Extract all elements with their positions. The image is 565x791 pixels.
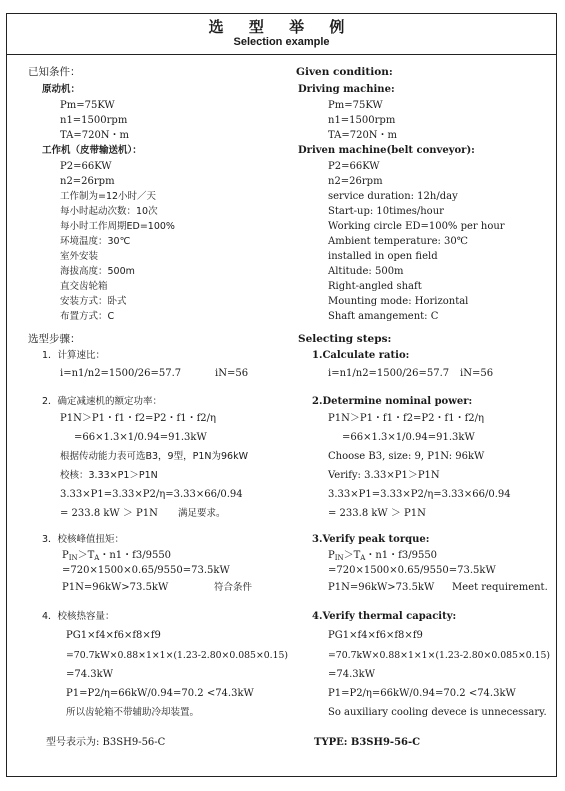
formula-p-sub: IN: [68, 554, 78, 562]
right-step4-line: PG1×f4×f6×f8×f9: [328, 630, 423, 641]
left-step4-line: =74.3kW: [66, 669, 113, 680]
formula-t-sub: A: [360, 554, 366, 562]
right-step3-formula: [328, 550, 437, 562]
right-step2-line: = 233.8 kW ＞ P1N: [328, 508, 426, 519]
left-step3-line: P1N=96kW>73.5kW: [62, 582, 169, 593]
right-driven-line: Shaft amangement: C: [328, 311, 439, 322]
formula-rest: ・n1・f3/9550: [365, 550, 438, 561]
left-step4-line: 所以齿轮箱不带辅助冷却装置。: [66, 707, 200, 718]
right-step1-in: iN=56: [460, 368, 494, 379]
left-driving-line: Pm=75KW: [60, 100, 115, 111]
left-driving-line: n1=1500rpm: [60, 115, 128, 126]
left-step2-title: 2．确定减速机的额定功率：: [42, 396, 163, 407]
right-step1-line: i=n1/n2=1500/26=57.7: [328, 368, 450, 379]
right-driven-line: Working circle ED=100% per hour: [328, 221, 505, 232]
formula-t-sub: A: [94, 554, 100, 562]
right-step2-line: =66×1.3×1/0.94=91.3kW: [342, 432, 475, 443]
left-driven-line: 室外安装: [60, 251, 99, 262]
title-english: Selection example: [233, 36, 330, 48]
left-driven-line: 每小时工作周期ED=100%: [60, 221, 175, 232]
left-driven-line: 每小时起动次数：10次: [60, 206, 158, 217]
right-step3-title: 3.Verify peak torque:: [312, 534, 430, 545]
right-step3-ok: Meet requirement.: [452, 582, 548, 593]
right-driven-line: Mounting mode: Horizontal: [328, 296, 469, 307]
right-driving-line: n1=1500rpm: [328, 115, 396, 126]
right-step4-line: P1=P2/η=66kW/0.94=70.2 <74.3kW: [328, 688, 516, 699]
left-step3-title: 3．校核峰值扭矩：: [42, 534, 125, 545]
right-step4-line: =74.3kW: [328, 669, 375, 680]
right-driven-line: P2=66KW: [328, 161, 380, 172]
right-driven-line: service duration: 12h/day: [328, 191, 458, 202]
left-step3-formula: [62, 550, 171, 562]
left-step3-ok: 符合条件: [214, 582, 253, 593]
right-given-title: Given condition:: [296, 66, 393, 78]
right-step2-line: Verify: 3.33×P1＞P1N: [328, 470, 440, 481]
right-driven-line: installed in open field: [328, 251, 438, 262]
right-step4-line: =70.7kW×0.88×1×1×(1.23-2.80×0.085×0.15): [328, 650, 551, 661]
title-chinese: 选 型 举 例: [208, 18, 355, 36]
right-steps-title: Selecting steps:: [298, 333, 392, 345]
formula-gt: ＞T: [77, 550, 95, 561]
left-driving-line: TA=720N・m: [60, 130, 130, 141]
formula-p: P: [62, 550, 69, 561]
right-driven-line: n2=26rpm: [328, 176, 383, 187]
right-type-line: TYPE: B3SH9-56-C: [314, 737, 421, 748]
left-driven-line: 工作制为=12小时／天: [60, 191, 157, 202]
left-step3-line: =720×1500×0.65/9550=73.5kW: [62, 565, 230, 576]
right-step4-title: 4.Verify thermal capacity:: [312, 611, 457, 622]
right-step2-line: P1N＞P1・f1・f2=P2・f1・f2/η: [328, 413, 485, 424]
left-driven-line: n2=26rpm: [60, 176, 115, 187]
right-driving-line: Pm=75KW: [328, 100, 383, 111]
left-type-line: 型号表示为: B3SH9-56-C: [46, 737, 166, 748]
left-driven-line: 海拔高度：500m: [60, 266, 135, 277]
right-step3-line: P1N=96kW>73.5kW: [328, 582, 435, 593]
left-driven-line: 直交齿轮箱: [60, 281, 108, 292]
left-step2-line: = 233.8 kW ＞ P1N: [60, 508, 158, 519]
left-step2-line: 3.33×P1=3.33×P2/η=3.33×66/0.94: [60, 489, 243, 500]
left-step1-in: iN=56: [215, 368, 249, 379]
document-frame: [6, 13, 557, 777]
left-step2-line: P1N＞P1・f1・f2=P2・f1・f2/η: [60, 413, 217, 424]
right-step3-line: =720×1500×0.65/9550=73.5kW: [328, 565, 496, 576]
left-step1-title: 1．计算速比：: [42, 350, 106, 361]
right-driven-line: Ambient temperature: 30℃: [328, 236, 468, 247]
formula-gt: ＞T: [343, 550, 361, 561]
left-step4-line: PG1×f4×f6×f8×f9: [66, 630, 161, 641]
left-step2-ok: 满足要求。: [178, 508, 226, 519]
right-step2-title: 2.Determine nominal power:: [312, 396, 473, 407]
left-step4-line: =70.7kW×0.88×1×1×(1.23-2.80×0.085×0.15): [66, 650, 289, 661]
left-step2-line: 根据传动能力表可选B3，9型，P1N为96kW: [60, 451, 248, 462]
formula-p-sub: IN: [334, 554, 344, 562]
formula-rest: ・n1・f3/9550: [99, 550, 172, 561]
right-driven-line: Right-angled shaft: [328, 281, 422, 292]
header: [7, 14, 556, 55]
left-driven-line: 安装方式：卧式: [60, 296, 127, 307]
left-steps-title: 选型步骤：: [28, 333, 81, 345]
right-driven-title: Driven machine(belt conveyor):: [298, 145, 475, 156]
left-driven-line: 布置方式：C: [60, 311, 115, 322]
right-step2-line: Choose B3, size: 9, P1N: 96kW: [328, 451, 485, 462]
left-driven-line: 环境温度：30℃: [60, 236, 131, 247]
right-step1-title: 1.Calculate ratio:: [312, 350, 410, 361]
formula-p: P: [328, 550, 335, 561]
right-step4-line: So auxiliary cooling devece is unnecessary.: [328, 707, 547, 718]
right-driven-line: Altitude: 500m: [328, 266, 404, 277]
left-driving-title: 原动机：: [42, 84, 81, 95]
right-driven-line: Start-up: 10times/hour: [328, 206, 444, 217]
right-driving-title: Driving machine:: [298, 84, 395, 95]
left-step4-line: P1=P2/η=66kW/0.94=70.2 <74.3kW: [66, 688, 254, 699]
left-step2-line: =66×1.3×1/0.94=91.3kW: [74, 432, 207, 443]
left-driven-line: P2=66KW: [60, 161, 112, 172]
left-step1-line: i=n1/n2=1500/26=57.7: [60, 368, 182, 379]
left-given-title: 已知条件：: [28, 66, 81, 78]
left-driven-title: 工作机（皮带输送机）：: [42, 145, 142, 156]
left-step2-line: 校核：3.33×P1＞P1N: [60, 470, 158, 481]
right-driving-line: TA=720N・m: [328, 130, 398, 141]
left-step4-title: 4．校核热容量：: [42, 611, 115, 622]
right-step2-line: 3.33×P1=3.33×P2/η=3.33×66/0.94: [328, 489, 511, 500]
